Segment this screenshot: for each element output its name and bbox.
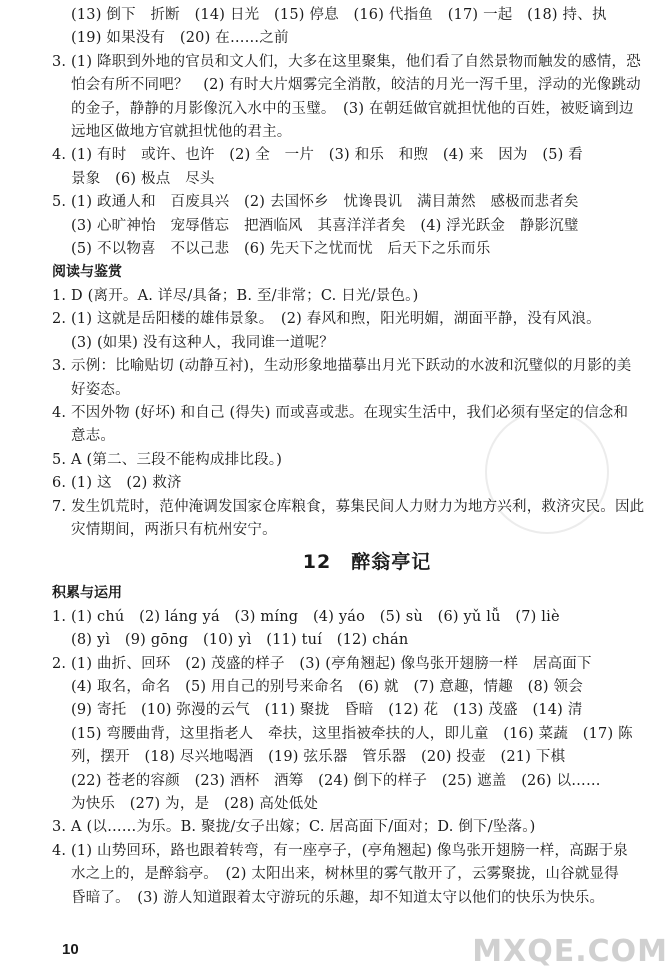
answer-line: (22) 苍老的容颜 (23) 酒杯 酒筹 (24) 倒下的样子 (25) 遮盖 (26) 以…… [71, 772, 601, 789]
answer-line: 3. 示例：比喻贴切 (动静互衬)，生动形象地描摹出月光下跃动的水波和沉璧似的月影的美 [52, 358, 632, 375]
answer-line: (19) 如果没有 (20) 在……之前 [71, 30, 289, 47]
answer-line: 的金子，静静的月影像沉入水中的玉璧。 (3) 在朝廷做官就担忧他的百姓，被贬谪到边 [71, 100, 634, 117]
chapter-title: 12 醉翁亭记 [302, 551, 432, 574]
answer-line: 列，摆开 (18) 尽兴地喝酒 (19) 弦乐器 管乐器 (20) 投壶 (21) 下棋 [71, 749, 566, 766]
answer-line: 好姿态。 [71, 381, 130, 398]
answer-line: (15) 弯腰曲背，这里指老人 牵扶，这里指被牵扶的人，即儿童 (16) 菜蔬 (17) 陈 [71, 725, 633, 742]
answer-line: (9) 寄托 (10) 弥漫的云气 (11) 聚拢 昏暗 (12) 花 (13) 茂盛 (14) 清 [71, 702, 583, 719]
page-number: 10 [62, 941, 79, 958]
section-heading-accumulation: 积累与运用 [52, 585, 122, 602]
answer-line: 4. (1) 山势回环，路也跟着转弯，有一座亭子，(亭角翘起) 像鸟张开翅膀一样，高踞于泉 [52, 842, 629, 859]
site-watermark: MXQE.COM [472, 934, 668, 969]
answer-line: (5) 不以物喜 不以己悲 (6) 先天下之忧而忧 后天下之乐而乐 [71, 241, 491, 258]
answer-line: 怕会有所不同吧？ (2) 有时大片烟雾完全消散，皎洁的月光一泻千里，浮动的光像跳动 [71, 77, 641, 94]
answer-line: 灾情期间，两浙只有杭州安宁。 [71, 521, 277, 538]
answer-line: (3) (如果) 没有这种人，我同谁一道呢？ [71, 334, 334, 351]
answer-line: 3. (1) 降职到外地的官员和文人们，大多在这里聚集，他们看了自然景物而触发的感情，恐 [52, 53, 641, 70]
answer-line: 4. (1) 有时 或许、也许 (2) 全 一片 (3) 和乐 和煦 (4) 来 因为 (5) 看 [52, 147, 583, 164]
answer-line: 4. 不因外物 (好坏) 和自己 (得失) 而或喜或悲。在现实生活中，我们必须有坚定的信念和 [52, 404, 629, 421]
answer-line: (3) 心旷神怡 宠辱偕忘 把酒临风 其喜洋洋者矣 (4) 浮光跃金 静影沉璧 [71, 217, 579, 234]
answers-block-accumulation [52, 606, 662, 910]
answer-line: 2. (1) 这就是岳阳楼的雄伟景象。 (2) 春风和煦，阳光明媚，湖面平静，没有风浪。 [52, 311, 601, 328]
answer-content [52, 4, 662, 910]
answers-block-previous-lesson [52, 4, 662, 261]
answer-line: 为快乐 (27) 为，是 (28) 高处低处 [71, 796, 319, 812]
answer-line: 昏暗了。 (3) 游人知道跟着太守游玩的乐趣，却不知道太守以他们的快乐为快乐。 [71, 889, 605, 906]
answer-line: 3. A (以……为乐。B. 聚拢/女子出嫁；C. 居高面下/面对；D. 倒下/坠落。) [52, 819, 536, 836]
answer-line: 1. D (离开。A. 详尽/具备；B. 至/非常；C. 日光/景色。) [52, 287, 419, 304]
answer-line: 意志。 [71, 428, 116, 445]
answer-line: (4) 取名，命名 (5) 用自己的别号来命名 (6) 就 (7) 意趣，情趣 (8) 领会 [71, 678, 583, 695]
answers-block-reading [52, 285, 662, 542]
answer-line: 5. A (第二、三段不能构成排比段。) [52, 451, 283, 468]
answer-line: 景象 (6) 极点 尽头 [71, 170, 215, 187]
section-heading-reading: 阅读与鉴赏 [52, 264, 122, 281]
answer-line: (8) yì (9) gōng (10) yì (11) tuí (12) chán [71, 632, 409, 649]
answer-line: (13) 倒下 折断 (14) 日光 (15) 停息 (16) 代指鱼 (17) 一起 (18) 持、执 [71, 7, 607, 23]
answer-line: 7. 发生饥荒时，范仲淹调发国家仓库粮食，募集民间人力财力为地方兴利，救济灾民。因此 [52, 498, 645, 515]
answer-line: 水之上的，是醉翁亭。 (2) 太阳出来，树林里的雾气散开了，云雾聚拢，山谷就显得 [71, 866, 619, 883]
answer-line: 2. (1) 曲折、回环 (2) 茂盛的样子 (3) (亭角翘起) 像鸟张开翅膀一样 居高面下 [52, 655, 592, 672]
answer-line: 6. (1) 这 (2) 救济 [52, 475, 182, 492]
answer-line: 1. (1) chú (2) láng yá (3) míng (4) yáo (5) sù (6) yǔ lǚ (7) liè [52, 608, 560, 625]
answer-line: 远地区做地方官就担忧他的君主。 [71, 124, 292, 141]
answer-line: 5. (1) 政通人和 百废具兴 (2) 去国怀乡 忧谗畏讥 满目萧然 感极而悲者矣 [52, 194, 579, 211]
